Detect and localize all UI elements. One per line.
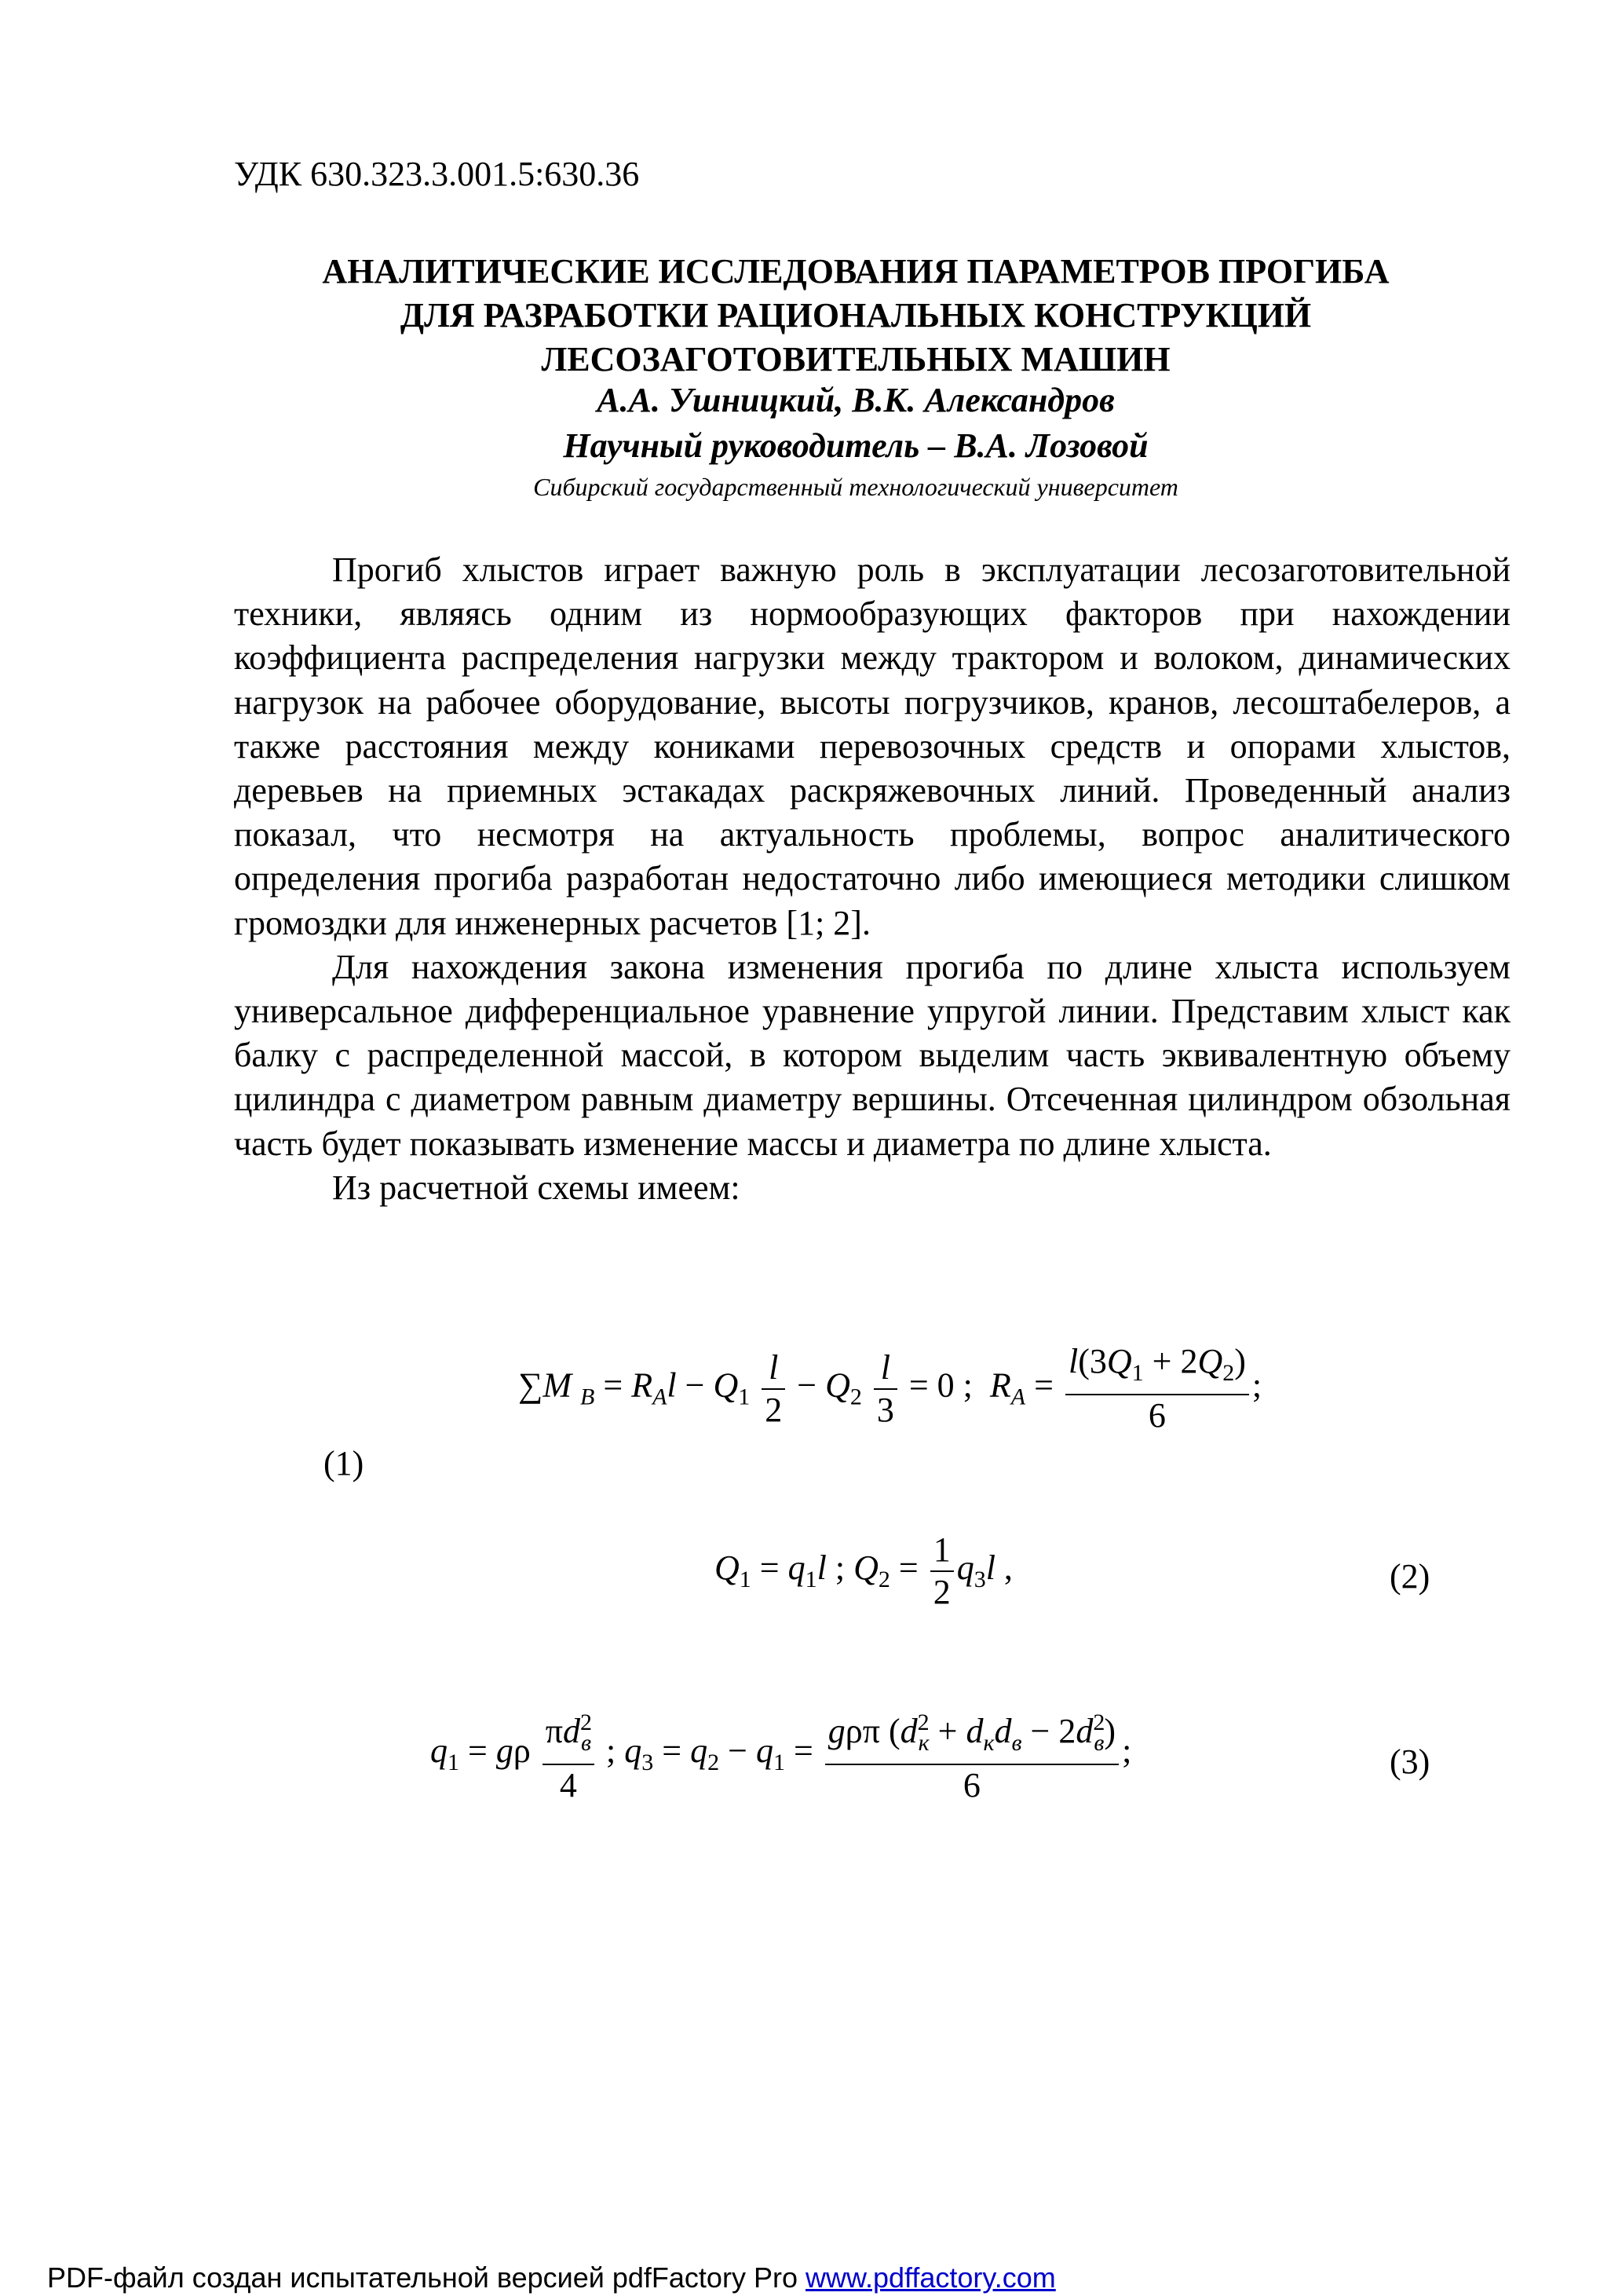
affiliation: Сибирский государственный технологический университет — [533, 473, 1178, 501]
title-line-3: ЛЕСОЗАГОТОВИТЕЛЬНЫХ МАШИН — [541, 340, 1171, 378]
paragraph-1: Прогиб хлыстов играет важную роль в эксплуатации лесозаготовительной техники, являясь одним из нормообразующих факторов при нахождении коэффициента распределения нагрузки между трактором и волоком, динамических нагрузок на рабочее оборудование, высоты погрузчиков, кранов, лесоштабелеров, а также расстояния между кониками перевозочных средств и опорами хлыстов, деревьев на приемных эстакадах раскряжевочных линий. Проведенный анализ показал, что несмотря на актуальность проблемы, вопрос аналитического определения прогиба разработан недостаточно либо имеющиеся методики слишком громоздки для инженерных расчетов [1; 2]. — [234, 550, 1511, 942]
equation-3: $q_1 = g\rho$ $\frac{\pi d^2_в}{4}$ ; $q_3 = q_2 - q_1$ = $\frac{g\rho\pi (d^2_к + d_кd_в - 2d^2_в)}{6}$ ; — [430, 1702, 1131, 1806]
equation-1: ∑M $_B = R_Al - Q_1$ $\frac{l}{2}$ − $Q_2$ $\frac{l}{3}$ = 0 ; $R_A$ = $\frac{l(3Q_1 + 2Q_2)}{6}$ ; — [518, 1342, 1262, 1435]
equation-1-number: (1) — [323, 1444, 364, 1483]
authors: А.А. Ушницкий, В.К. Александров — [597, 381, 1115, 419]
equation-2: $Q_1 = q_1l$ ; $Q_2$ = $\frac{1}{2}$ $q_3l$ , — [714, 1530, 1013, 1611]
udk-code: УДК 630.323.3.001.5:630.36 — [234, 155, 640, 193]
title-line-1: АНАЛИТИЧЕСКИЕ ИССЛЕДОВАНИЯ ПАРАМЕТРОВ ПРОГИБА — [322, 252, 1390, 291]
supervisor: Научный руководитель – В.А. Лозовой — [563, 426, 1149, 465]
paper-title — [204, 250, 1507, 382]
footer-link[interactable]: www.pdffactory.com — [805, 2261, 1056, 2294]
paragraph-3: Из расчетной схемы имеем: — [332, 1168, 740, 1207]
equation-3-number: (3) — [1390, 1742, 1430, 1781]
body-text — [234, 548, 1511, 1210]
pdf-footer — [47, 2261, 1056, 2294]
equation-2-number: (2) — [1390, 1557, 1430, 1596]
paragraph-2: Для нахождения закона изменения прогиба по длине хлыста используем универсальное дифференциальное уравнение упругой линии. Представим хлыст как балку с распределенной массой, в котором выделим часть эквивалентную объему цилиндра с диаметром равным диаметру вершины. Отсеченная цилиндром обзольная часть будет показывать изменение массы и диаметра по длине хлыста. — [234, 947, 1511, 1163]
title-line-2: ДЛЯ РАЗРАБОТКИ РАЦИОНАЛЬНЫХ КОНСТРУКЦИЙ — [400, 296, 1312, 335]
footer-text: PDF-файл создан испытательной версией pdfFactory Pro — [47, 2261, 798, 2294]
